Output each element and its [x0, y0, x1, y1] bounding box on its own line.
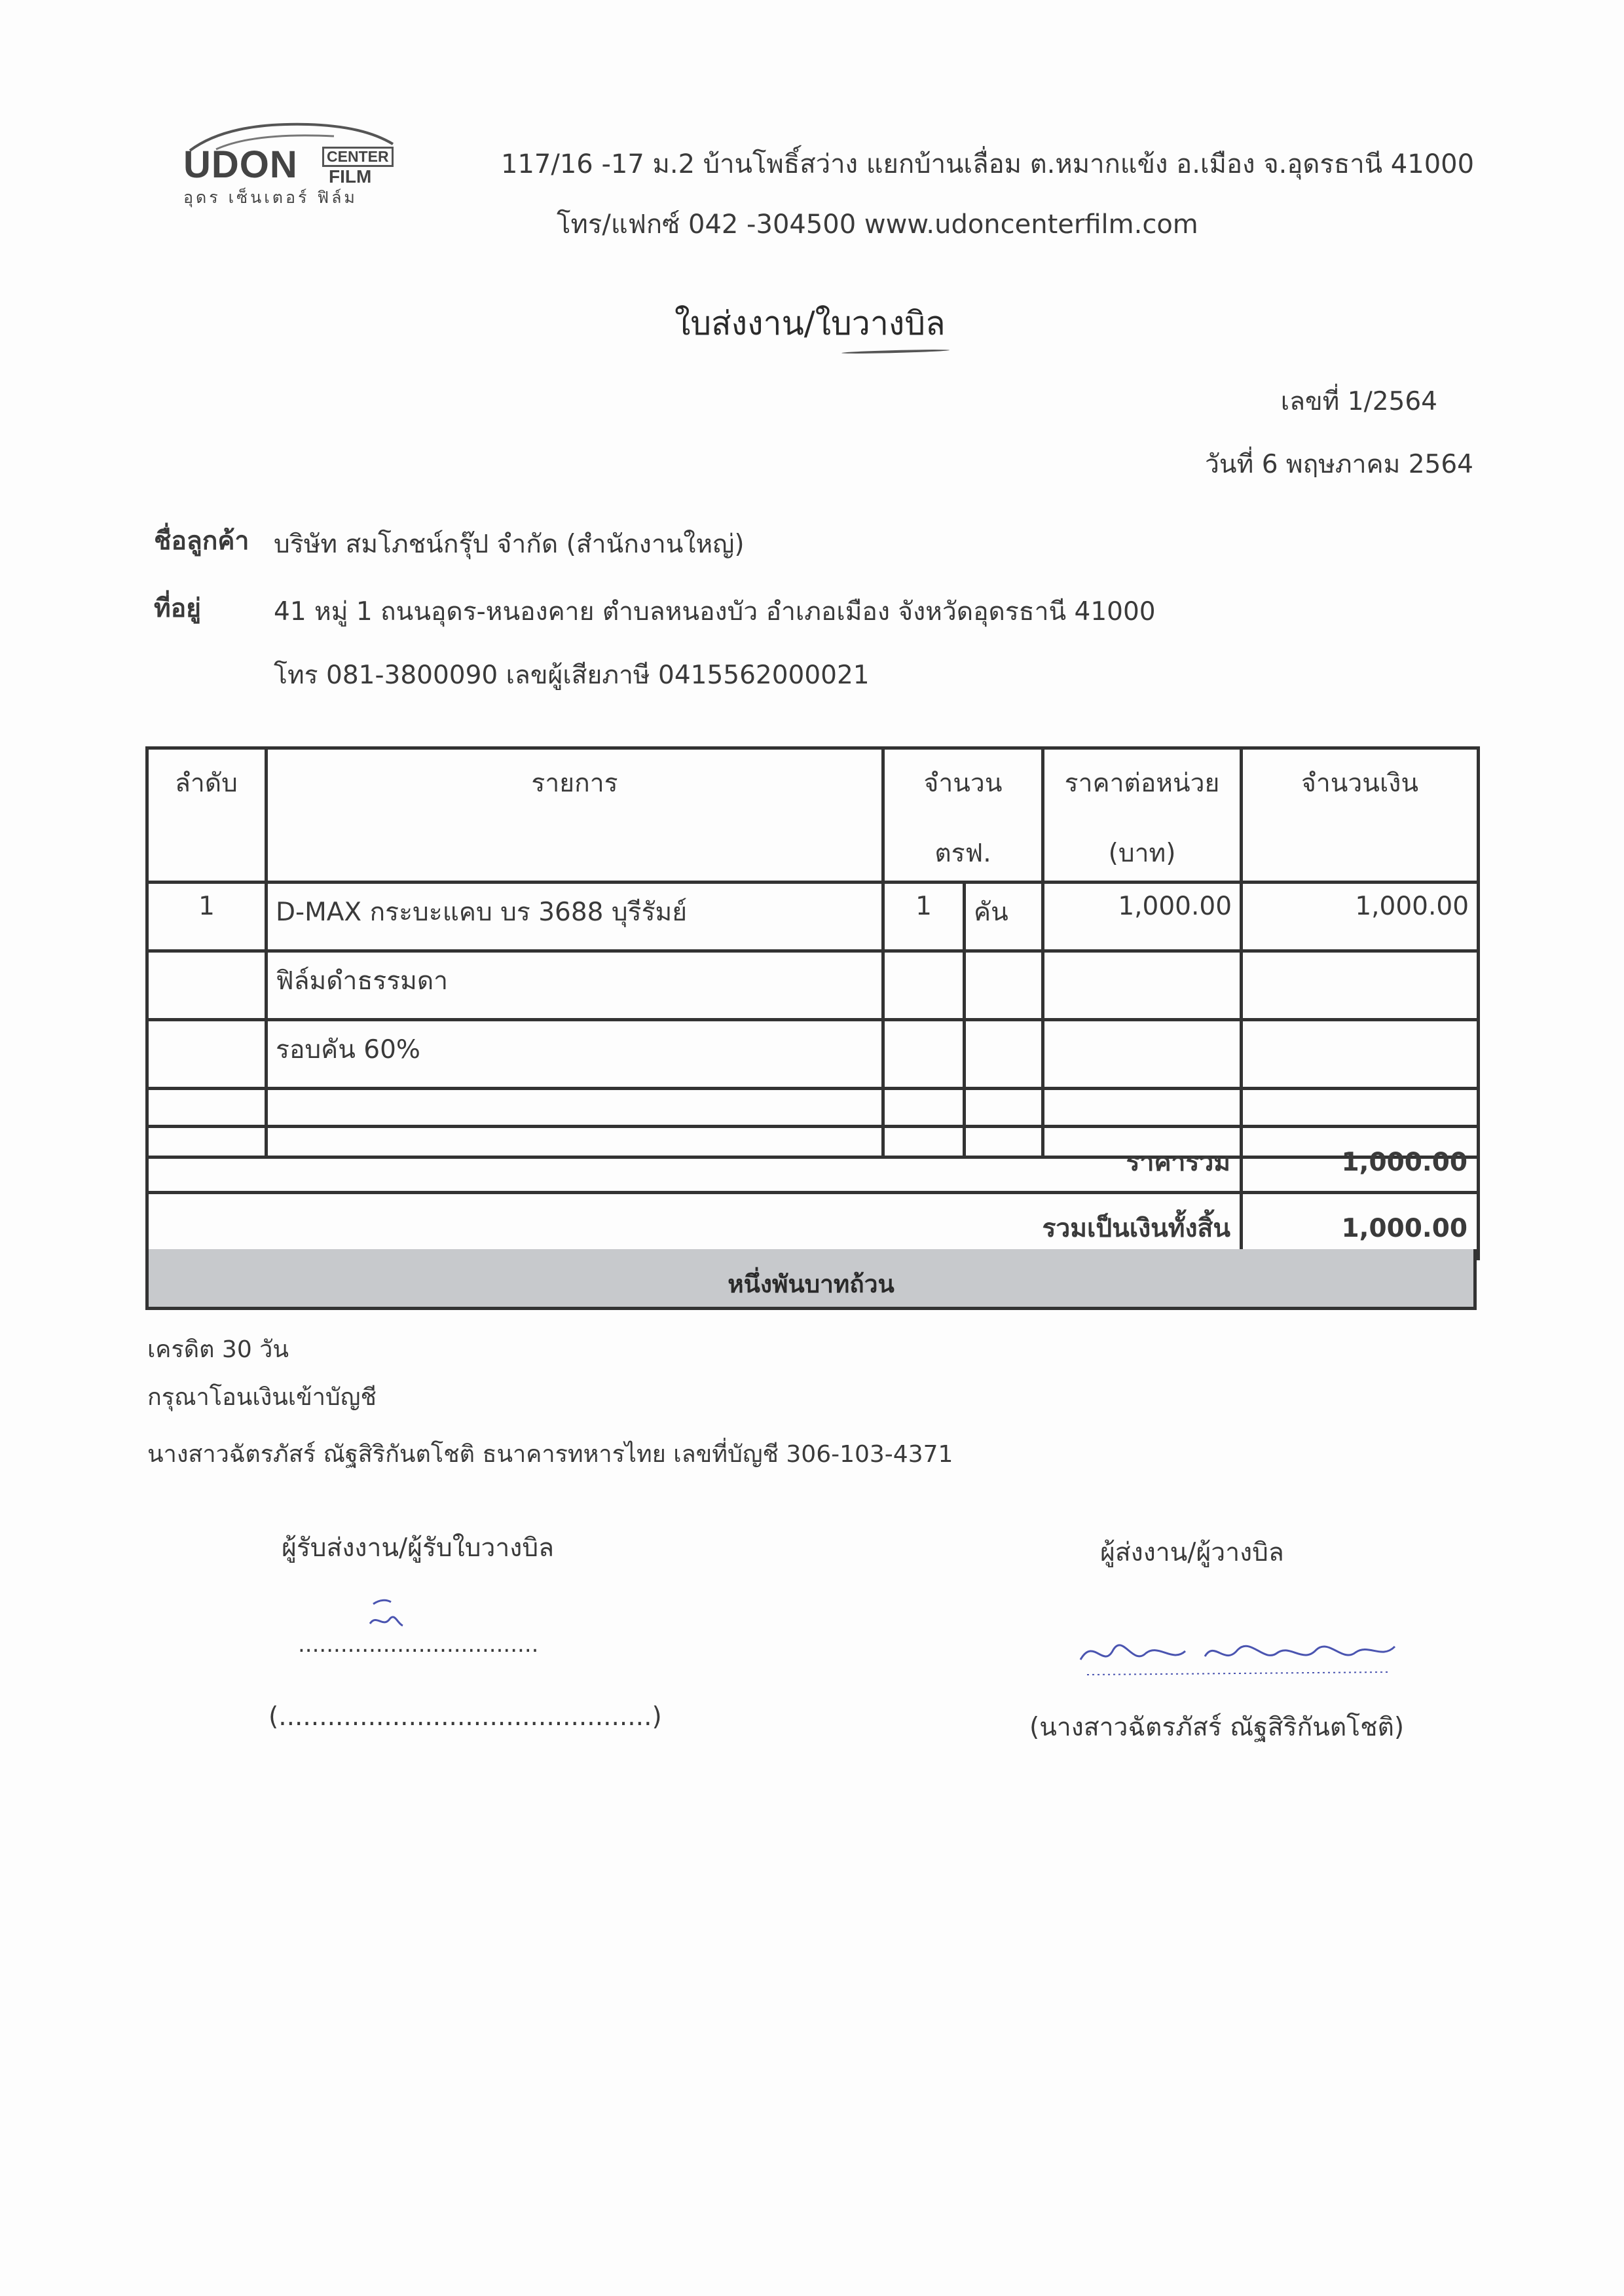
- subtotal-label: ราคารวม: [147, 1127, 1242, 1193]
- cell-item: ฟิล์มดำธรรมดา: [267, 951, 883, 1020]
- document-number: เลขที่ 1/2564: [1280, 387, 1437, 416]
- cell-qty: 1: [883, 883, 965, 951]
- cell-no: [147, 951, 267, 1020]
- logo-center-text: CENTER: [322, 147, 394, 167]
- total-in-words: หนึ่งพันบาทถ้วน: [728, 1270, 895, 1298]
- subtotal-row: [147, 1127, 1479, 1193]
- cell-amount: [1242, 951, 1479, 1020]
- customer-phone-tax: โทร 081-3800090 เลขผู้เสียภาษี 0415562000021: [274, 661, 870, 690]
- table-header-row: [147, 748, 1479, 883]
- cell-qty: [883, 951, 965, 1020]
- header-qty: จำนวน ตรฟ.: [883, 748, 1043, 883]
- credit-terms: เครดิต 30 วัน: [147, 1336, 289, 1363]
- header-unit-price: ราคาต่อหน่วย (บาท): [1043, 748, 1242, 883]
- cell-no: [147, 1020, 267, 1089]
- customer-address-label: ที่อยู่: [154, 594, 201, 623]
- total-in-words-bar: [145, 1249, 1477, 1310]
- receiver-name-line: (..............................................): [268, 1702, 662, 1732]
- sender-label: ผู้ส่งงาน/ผู้วางบิล: [1100, 1538, 1284, 1567]
- cell-no: 1: [147, 883, 267, 951]
- grand-total-label: รวมเป็นเงินทั้งสิ้น: [147, 1193, 1242, 1259]
- subtotal-value: 1,000.00: [1242, 1127, 1479, 1193]
- cell-item: D-MAX กระบะแคบ บร 3688 บุรีรัมย์: [267, 883, 883, 951]
- cell-price: 1,000.00: [1043, 883, 1242, 951]
- totals-table: [145, 1125, 1480, 1260]
- cell-unit: [965, 951, 1043, 1020]
- document-date: วันที่ 6 พฤษภาคม 2564: [1205, 450, 1473, 479]
- header-amount: จำนวนเงิน: [1242, 748, 1479, 883]
- logo-thai-text: อุดร เซ็นเตอร์ ฟิล์ม: [183, 188, 358, 207]
- cell-amount: [1242, 1020, 1479, 1089]
- company-logo: [177, 118, 409, 210]
- customer-address: 41 หมู่ 1 ถนนอุดร-หนองคาย ตำบลหนองบัว อำเภอเมือง จังหวัดอุดรธานี 41000: [274, 597, 1156, 627]
- company-contact: โทร/แฟกซ์ 042 -304500 www.udoncenterfilm.com: [557, 210, 1198, 240]
- table-row: [147, 1020, 1479, 1089]
- logo-udon-text: UDON: [183, 143, 298, 186]
- cell-qty: [883, 1020, 965, 1089]
- grand-total-value: 1,000.00: [1242, 1193, 1479, 1259]
- transfer-note: กรุณาโอนเงินเข้าบัญชี: [147, 1384, 377, 1411]
- sender-name: (นางสาวฉัตรภัสร์ ณัฐสิริกันตโชติ): [1029, 1713, 1405, 1742]
- header-no: ลำดับ: [147, 748, 267, 883]
- header-item: รายการ: [267, 748, 883, 883]
- logo-film-text: FILM: [329, 166, 372, 187]
- cell-price: [1043, 1020, 1242, 1089]
- cell-unit: คัน: [965, 883, 1043, 951]
- company-address: 117/16 -17 ม.2 บ้านโพธิ์สว่าง แยกบ้านเลื่อม ต.หมากแข้ง อ.เมือง จ.อุดรธานี 41000: [501, 149, 1475, 179]
- title-underline: [841, 349, 950, 354]
- cell-item: รอบคัน 60%: [267, 1020, 883, 1089]
- cell-amount: 1,000.00: [1242, 883, 1479, 951]
- customer-name: บริษัท สมโภชน์กรุ๊ป จำกัด (สำนักงานใหญ่): [274, 530, 745, 559]
- table-row: [147, 951, 1479, 1020]
- customer-name-label: ชื่อลูกค้า: [154, 526, 249, 556]
- sender-signature: [1074, 1624, 1401, 1683]
- receiver-signature-line: ..................................: [298, 1631, 539, 1658]
- cell-price: [1043, 951, 1242, 1020]
- cell-unit: [965, 1020, 1043, 1089]
- table-row: [147, 883, 1479, 951]
- document-title: ใบส่งงาน/ใบวางบิล: [674, 304, 946, 342]
- items-table: [145, 746, 1480, 1159]
- bank-account: นางสาวฉัตรภัสร์ ณัฐสิริกันตโชติ ธนาคารทหารไทย เลขที่บัญชี 306-103-4371: [147, 1441, 953, 1468]
- receiver-label: ผู้รับส่งงาน/ผู้รับใบวางบิล: [282, 1533, 554, 1563]
